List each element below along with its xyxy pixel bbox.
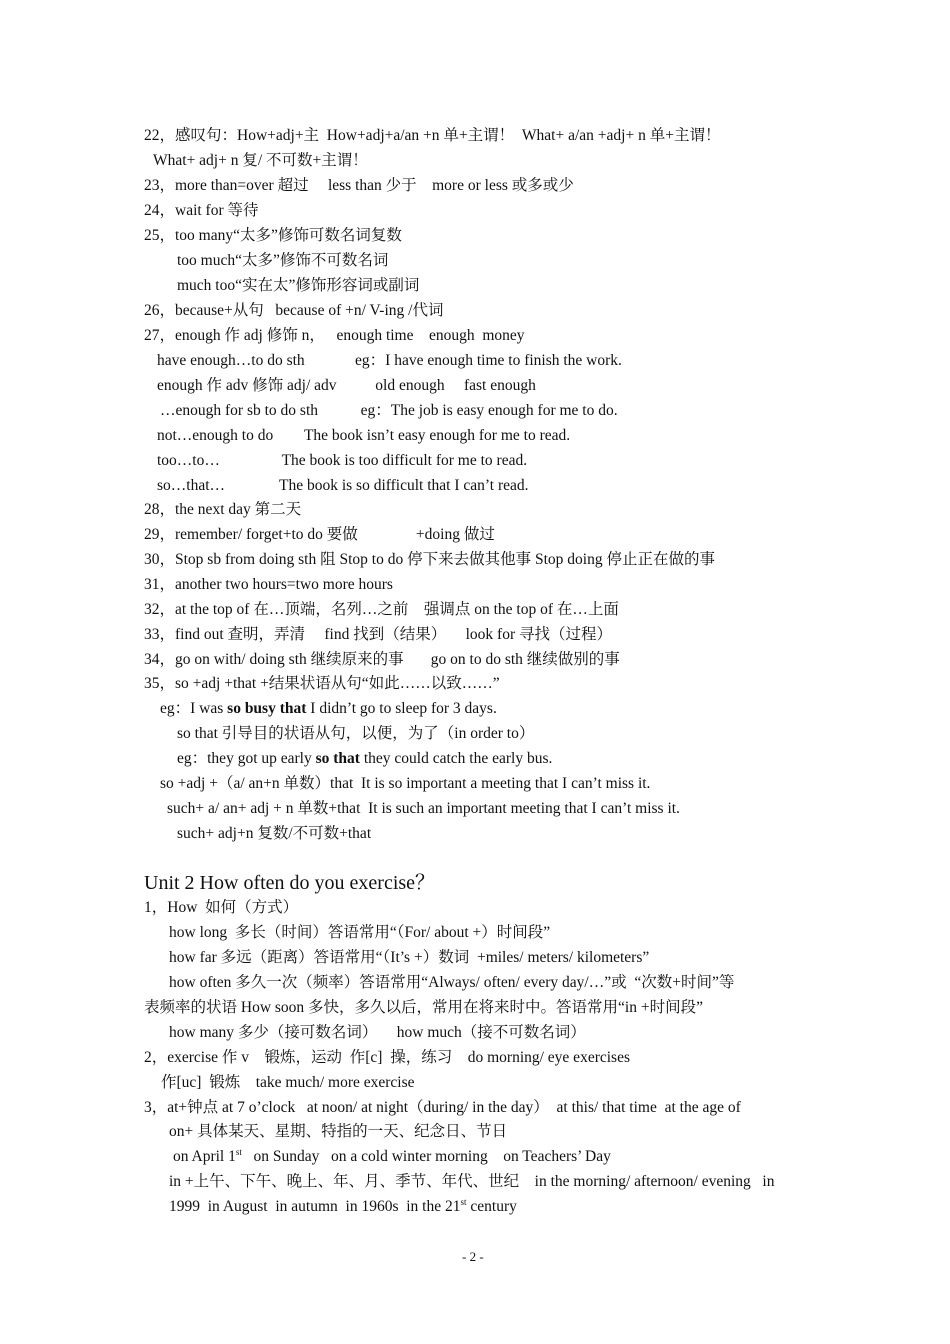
text-line: 28，the next day 第二天: [144, 501, 302, 518]
text-line: in +上午、下午、晚上、年、月、季节、年代、世纪 in the morning/ afternoon/ evening in: [169, 1173, 775, 1190]
text-line: 24，wait for 等待: [144, 202, 259, 219]
text-line: 3，at+钟点 at 7 o’clock at noon/ at night（during/ in the day） at this/ that time at the age of: [144, 1099, 741, 1116]
text-line: [177, 748, 552, 770]
text-line: so that 引导目的状语从句，以便，为了（in order to）: [177, 725, 535, 742]
text-run: eg：I was: [160, 700, 228, 717]
text-line: 35，so +adj +that +结果状语从句“如此……以致……”: [144, 675, 500, 692]
text-line: 1，How 如何（方式）: [144, 899, 299, 916]
superscript: st: [460, 1196, 467, 1207]
text-line: how far 多远（距离）答语常用“（It’s +）数词 +miles/ meters/ kilometers”: [169, 949, 650, 966]
text-line: [173, 1146, 611, 1168]
text-line: 27，enough 作 adj 修饰 n， enough time enough money: [144, 327, 525, 344]
text-line: 表频率的状语 How soon 多快，多久以后，常用在将来时中。答语常用“in +时间段”: [144, 999, 703, 1016]
bold-text: so that: [315, 750, 360, 767]
text-line: 作[uc] 锻炼 take much/ more exercise: [161, 1074, 415, 1091]
text-run: eg：they got up early: [177, 750, 316, 767]
text-line: much too“实在太”修饰形容词或副词: [177, 277, 420, 294]
text-line: how long 多长（时间）答语常用“（For/ about +）时间段”: [169, 924, 551, 941]
text-line: how often 多久一次（频率）答语常用“Always/ often/ every day/…”或 “次数+时间”等: [169, 974, 735, 991]
text-run: on Sunday on a cold winter morning on Teachers’ Day: [241, 1148, 611, 1165]
unit-heading: Unit 2 How often do you exercise？: [144, 872, 436, 894]
text-line: 32，at the top of 在…顶端，名列…之前 强调点 on the top of 在…上面: [144, 601, 619, 618]
text-line: 33，find out 查明，弄清 find 找到（结果） look for 寻找（过程）: [144, 626, 612, 643]
text-line: 26，because+从句 because of +n/ V-ing /代词: [144, 302, 444, 319]
text-run: I didn’t go to sleep for 3 days.: [306, 700, 497, 717]
text-line: so +adj +（a/ an+n 单数）that It is so important a meeting that I can’t miss it.: [160, 775, 651, 792]
text-line: [169, 1196, 517, 1218]
text-line: such+ a/ an+ adj + n 单数+that It is such an important meeting that I can’t miss it.: [167, 800, 680, 817]
bold-text: so busy that: [227, 700, 307, 717]
text-line: too…to… The book is too difficult for me to read.: [157, 452, 528, 469]
text-line: on+ 具体某天、星期、特指的一天、纪念日、节日: [169, 1123, 508, 1140]
text-run: on April 1: [173, 1148, 236, 1165]
text-line: …enough for sb to do sth eg：The job is easy enough for me to do.: [160, 402, 618, 419]
superscript: st: [235, 1146, 242, 1157]
text-line: 23，more than=over 超过 less than 少于 more or less 或多或少: [144, 177, 574, 194]
text-run: they could catch the early bus.: [359, 750, 553, 767]
text-line: not…enough to do The book isn’t easy enough for me to read.: [157, 427, 571, 444]
text-run: 1999 in August in autumn in 1960s in the 21: [169, 1198, 461, 1215]
text-line: 25，too many“太多”修饰可数名词复数: [144, 227, 402, 244]
text-line: 29，remember/ forget+to do 要做 +doing 做过: [144, 526, 495, 543]
text-line: 22，感叹句：How+adj+主 How+adj+a/an +n 单+主谓！ What+ a/an +adj+ n 单+主谓！: [144, 127, 721, 144]
text-line: how many 多少（接可数名词） how much（接不可数名词）: [169, 1024, 586, 1041]
text-line: [160, 698, 497, 720]
text-line: too much“太多”修饰不可数名词: [177, 252, 389, 269]
text-line: What+ adj+ n 复/ 不可数+主谓！: [153, 152, 368, 169]
text-line: enough 作 adv 修饰 adj/ adv old enough fast enough: [157, 377, 536, 394]
text-line: so…that… The book is so difficult that I can’t read.: [157, 477, 529, 494]
text-line: 30，Stop sb from doing sth 阻 Stop to do 停下来去做其他事 Stop doing 停止正在做的事: [144, 551, 715, 568]
text-line: 31，another two hours=two more hours: [144, 576, 393, 593]
text-line: 2，exercise 作 v 锻炼，运动 作[c] 操，练习 do morning/ eye exercises: [144, 1049, 630, 1066]
text-run: century: [466, 1198, 517, 1215]
text-line: such+ adj+n 复数/不可数+that: [177, 825, 372, 842]
text-line: 34，go on with/ doing sth 继续原来的事 go on to do sth 继续做别的事: [144, 651, 620, 668]
page-number: - 2 -: [462, 1249, 484, 1264]
text-line: have enough…to do sth eg：I have enough time to finish the work.: [157, 352, 622, 369]
